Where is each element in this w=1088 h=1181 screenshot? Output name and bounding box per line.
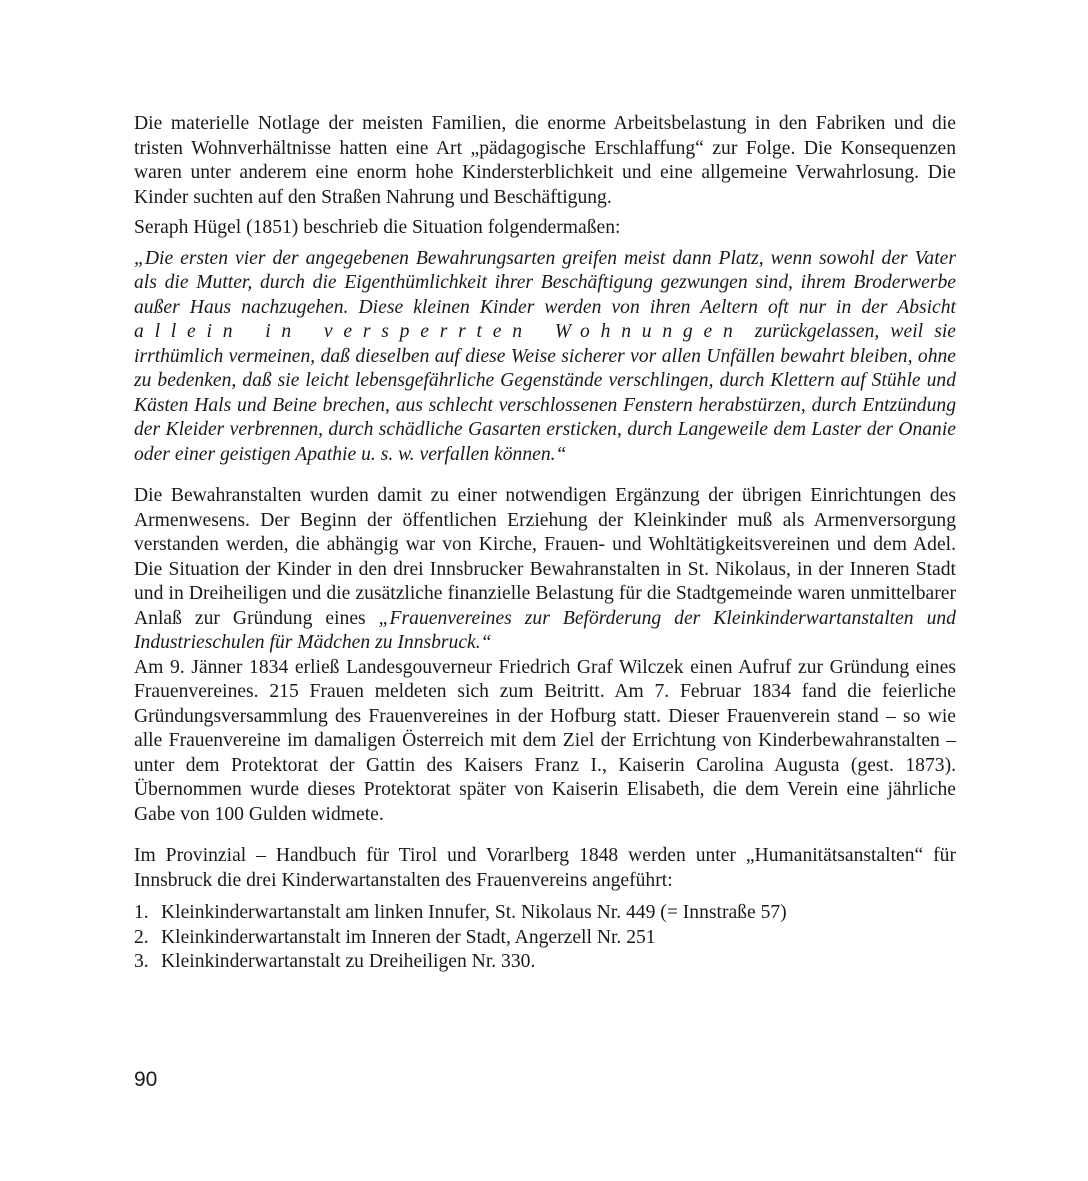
list-item-number: 2. — [134, 926, 149, 948]
page-body — [134, 112, 956, 975]
list-item-number: 3. — [134, 951, 149, 972]
association-name: „Frauenvereines zur Beförderung der Kleinkinderwartanstalten und Industrieschulen für Mädchen zu Innsbruck.“ — [134, 607, 956, 653]
block-quote — [134, 247, 956, 468]
list-item-number: 1. — [134, 902, 149, 923]
paragraph-bewahranstalten — [134, 484, 956, 827]
paragraph-3-text-1: Die Bewahranstalten wurden damit zu einer notwendigen Ergänzung der übrigen Einrichtungen des Armenwesens. Der Beginn der öffentlichen Erziehung der Kleinkinder muß als Armenversorgung verstanden werden, die abhängig war von Kirche, Frauen- und Wohltätigkeitsvereinen und dem Adel. Die Situation der Kinder in den drei Innsbrucker Bewahranstalten in St. Nikolaus, in der Inneren Stadt und in Dreiheiligen und die zusätzliche finanzielle Belastung für die Stadtgemeinde waren unmittelbarer Anlaß zur Gründung eines — [134, 485, 956, 629]
list-item-text: Kleinkinderwartanstalt am linken Innufer, St. Nikolaus Nr. 449 (= Innstraße 57) — [161, 902, 787, 923]
list-item — [134, 926, 956, 951]
list-item-text: Kleinkinderwartanstalt im Inneren der Stadt, Angerzell Nr. 251 — [161, 926, 656, 948]
list-item-text: Kleinkinderwartanstalt zu Dreiheiligen Nr. 330. — [161, 951, 536, 972]
paragraph-3-text-2: Am 9. Jänner 1834 erließ Landesgouverneur Friedrich Graf Wilczek einen Aufruf zur Gründung eines Frauenvereines. 215 Frauen meldeten sich zum Beitritt. Am 7. Februar 1834 fand die feierliche Gründungsversammlung des Frauenvereines in der Hofburg statt. Dieser Frauenverein stand – so wie alle Frauenvereine im damaligen Österreich mit dem Ziel der Errichtung von Kinderbewahranstalten – unter dem Protektorat der Gattin des Kaisers Franz I., Kaiserin Carolina Augusta (gest. 1873). Übernommen wurde dieses Protektorat später von Kaiserin Elisabeth, die dem Verein eine jährliche Gabe von 100 Gulden widmete. — [134, 656, 956, 825]
page-number: 90 — [134, 1068, 158, 1091]
quote-spaced-text: allein in versperrten Wohnungen — [134, 321, 744, 342]
paragraph-handbuch: Im Provinzial – Handbuch für Tirol und Vorarlberg 1848 werden unter „Humanitätsanstalten“ für Innsbruck die drei Kinderwartanstalten des Frauenvereins angeführt: — [134, 845, 956, 891]
list-item — [134, 950, 956, 975]
quote-text-1: „Die ersten vier der angegebenen Bewahrungsarten greifen meist dann Platz, wenn sowohl der Vater als die Mutter, durch die Eigenthümlichkeit ihrer Beschäftigung gezwungen sind, ihrem Broderwerbe außer Haus nachzugehen. Diese kleinen Kinder werden von ihren Aeltern oft nur in der Absicht — [134, 247, 956, 318]
list-item — [134, 901, 956, 926]
paragraph-citation-intro: Seraph Hügel (1851) beschrieb die Situation folgendermaßen: — [134, 217, 621, 238]
institution-list — [134, 901, 956, 975]
paragraph-intro: Die materielle Notlage der meisten Familien, die enorme Arbeitsbelastung in den Fabriken und die tristen Wohnverhältnisse hatten eine Art „pädagogische Erschlaffung“ zur Folge. Die Konsequenzen waren unter anderem eine enorm hohe Kindersterblichkeit und eine allgemeine Verwahrlosung. Die Kinder suchten auf den Straßen Nahrung und Beschäftigung. — [134, 113, 956, 208]
quote-text-2: zurückgelassen, weil sie irrthümlich vermeinen, daß dieselben auf diese Weise sicherer vor allen Unfällen bewahrt bleiben, ohne zu bedenken, daß sie leicht lebensgefährliche Gegenstände verschlingen, durch Klettern auf Stühle und Kästen Hals und Beine brechen, aus schlecht verschlossenen Fenstern herabstürzen, durch Entzündung der Kleider verbrennen, durch schädliche Gasarten ersticken, durch Langeweile dem Laster der Onanie oder einer geistigen Apathie u. s. w. verfallen können.“ — [134, 321, 956, 465]
